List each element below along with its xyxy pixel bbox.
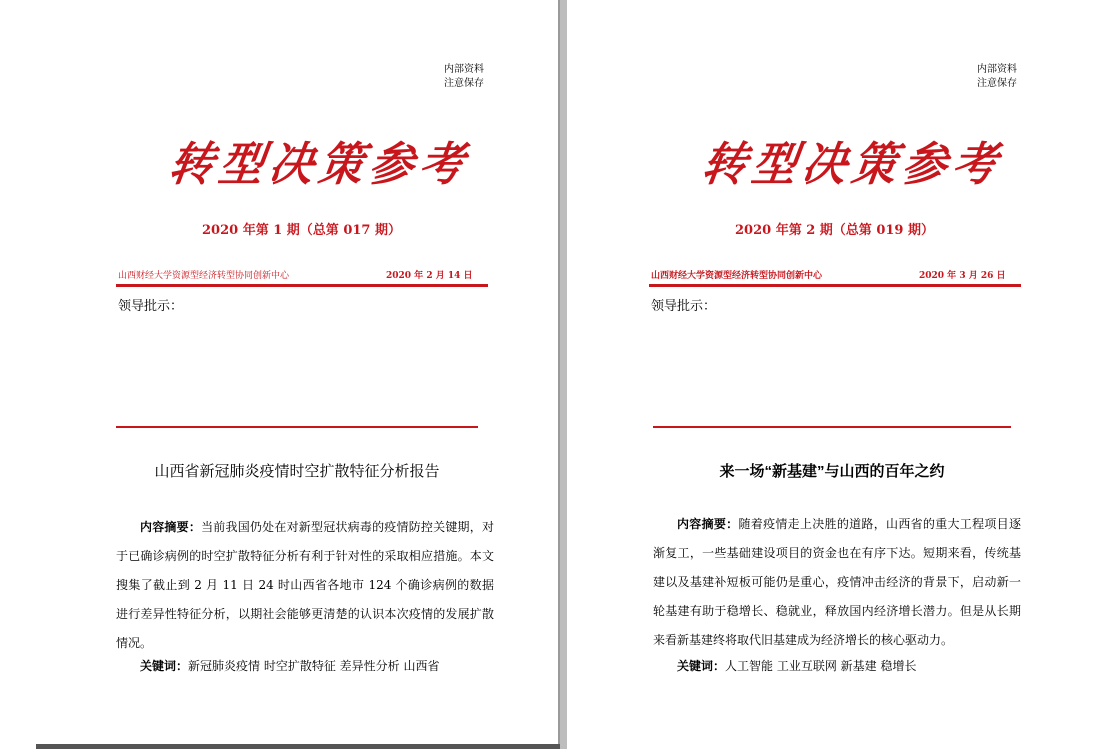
report-title: 山西省新冠肺炎疫情时空扩散特征分析报告 (154, 463, 440, 480)
confidential-note (444, 63, 484, 91)
page-shadow (36, 744, 560, 749)
page-gutter (560, 0, 567, 749)
organization-name: 山西财经大学资源型经济转型协同创新中心 (118, 271, 290, 281)
leader-comment-label: 领导批示： (651, 299, 717, 314)
report-title: 来一场“新基建”与山西的百年之约 (719, 463, 945, 480)
issue-date: 2020 年 2 月 14 日 (386, 271, 473, 281)
header-rule (116, 284, 488, 287)
abstract (116, 513, 494, 658)
keywords-label: 关键词： (677, 659, 726, 673)
keywords-text: 新冠肺炎疫情 时空扩散特征 差异性分析 山西省 (188, 659, 440, 673)
confidential-note-line-1: 内部资料 (444, 64, 484, 75)
masthead-title: 转型决策参考 (165, 137, 474, 192)
issue-date: 2020 年 3 月 26 日 (919, 271, 1006, 281)
divider-rule (116, 426, 478, 428)
confidential-note-line-2: 注意保存 (977, 78, 1017, 89)
abstract-label: 内容摘要： (677, 517, 739, 531)
leader-comment-label: 领导批示： (118, 299, 184, 314)
masthead-title: 转型决策参考 (698, 137, 1007, 192)
abstract-text: 当前我国仍处在对新型冠状病毒的疫情防控关键期，对于已确诊病例的时空扩散特征分析有利于针对性的采取相应措施。本文搜集了截止到 2 月 11 日 24 时山西省各地市 124 个确诊病例的数据进行差异性特征分析，以期社会能够更清楚的认识本次疫情的发展扩散情况。 (116, 520, 494, 650)
divider-rule (653, 426, 1011, 428)
header-rule (649, 284, 1021, 287)
keywords (140, 657, 439, 674)
confidential-note-line-2: 注意保存 (444, 78, 484, 89)
keywords-text: 人工智能 工业互联网 新基建 稳增长 (725, 659, 917, 673)
issue-number: 2020 年第 1 期（总第 017 期） (202, 223, 401, 238)
issue-number: 2020 年第 2 期（总第 019 期） (735, 223, 934, 238)
keywords (677, 657, 916, 674)
document-page-2[interactable] (567, 0, 1104, 749)
confidential-note-line-1: 内部资料 (977, 64, 1017, 75)
abstract-text: 随着疫情走上决胜的道路，山西省的重大工程项目逐渐复工，一些基础建设项目的资金也在有序下达。短期来看，传统基建以及基建补短板可能仍是重心，疫情冲击经济的背景下，启动新一轮基建有助于稳增长、稳就业，释放国内经济增长潜力。但是从长期来看新基建终将取代旧基建成为经济增长的核心驱动力。 (653, 517, 1021, 647)
abstract (653, 510, 1021, 655)
organization-name: 山西财经大学资源型经济转型协同创新中心 (651, 271, 823, 281)
abstract-label: 内容摘要： (140, 520, 202, 534)
confidential-note (977, 63, 1017, 91)
keywords-label: 关键词： (140, 659, 189, 673)
